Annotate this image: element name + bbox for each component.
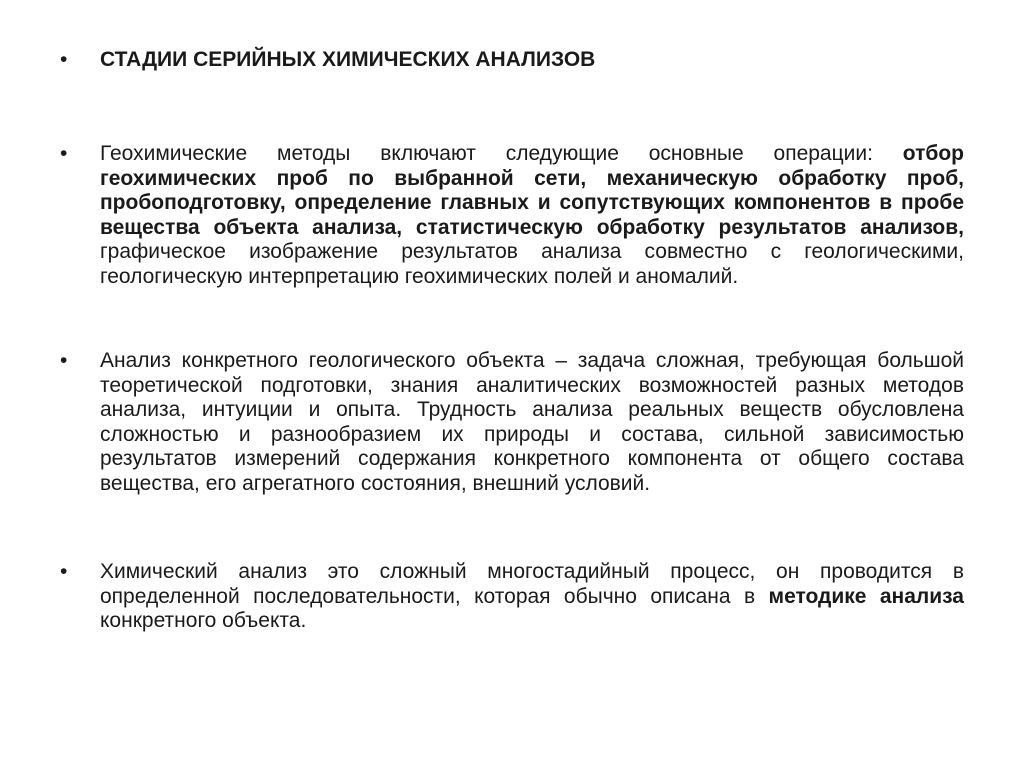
slide-title: СТАДИИ СЕРИЙНЫХ ХИМИЧЕСКИХ АНАЛИЗОВ [100,48,596,71]
bullet-item-object-analysis [60,349,964,496]
paragraph-3-bold: методике анализа [768,584,964,608]
paragraph-3-intro: Химический анализ это сложный многостадийный процесс, он проводится в определенной последовательности, которая обычно описана в [100,560,964,608]
bullet-item-chemical-analysis [60,560,964,634]
paragraph-3-rest: конкретного объекта. [100,609,307,632]
paragraph-1-rest: графическое изображение результатов анализа совместно с геологическими, геологическую интерпретацию геохимических полей и аномалий. [100,240,964,288]
paragraph-1-intro: Геохимические методы включают следующие основные операции: [100,142,873,165]
bullet-icon: • [60,48,68,71]
paragraph-geochemical-methods [100,142,964,289]
bullet-icon: • [60,142,68,165]
bullet-item-geochemical-methods [60,142,964,289]
bullet-icon: • [60,560,68,583]
paragraph-object-analysis: Анализ конкретного геологического объекта – задача сложная, требующая большой теоретической подготовки, знания аналитических возможностей разных методов анализа, интуиции и опыта. Трудность анализа реальных веществ обусловлена сложностью и разнообразием их природы и состава, сильной зависимостью результатов измерений содержания конкретного компонента от общего состава вещества, его агрегатного состояния, внешний условий. [100,349,964,495]
paragraph-chemical-analysis [100,560,964,634]
bullet-icon: • [60,349,68,372]
paragraph-1-bold: отбор геохимических проб по выбранной сети, механическую обработку проб, пробоподготовку, определение главных и сопутствующих компонентов в пробе вещества объекта анализа, статистическую обработку результатов анализов, [100,142,964,239]
bullet-item-title [60,48,964,73]
